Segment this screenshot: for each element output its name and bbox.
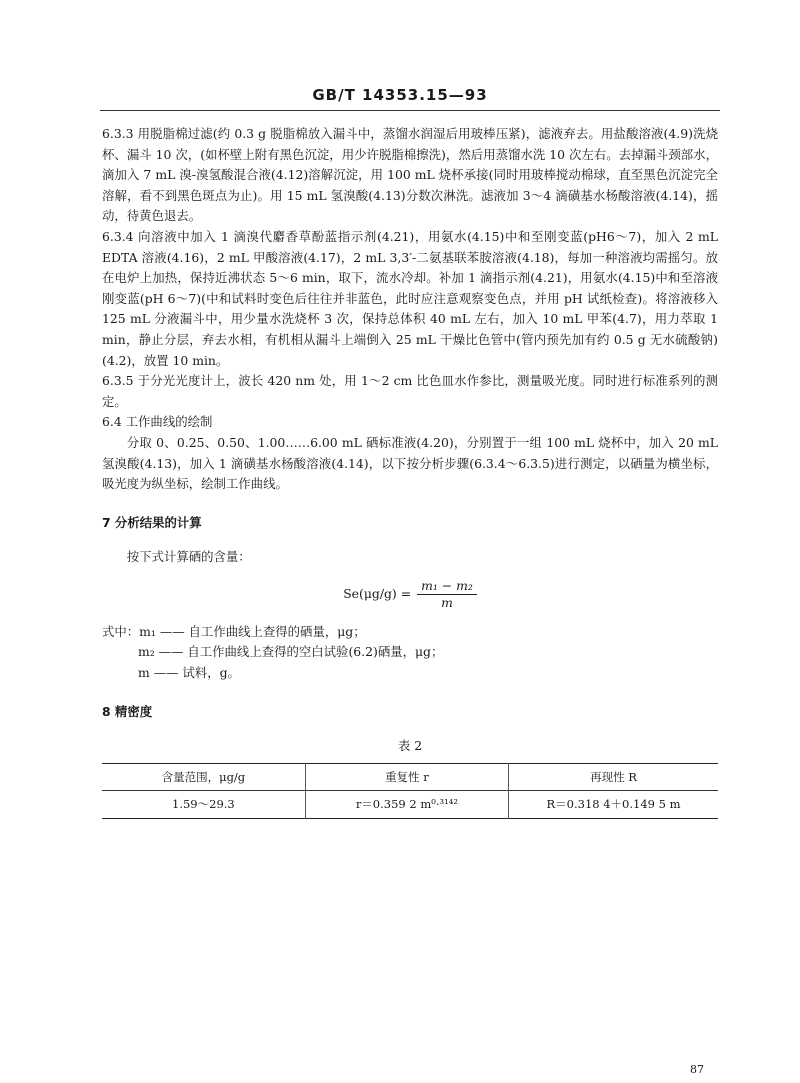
clause-6-3-5: 6.3.5 于分光光度计上，波长 420 nm 处，用 1～2 cm 比色皿水作参比，测量吸光度。同时进行标准系列的测定。 xyxy=(102,373,718,409)
clause-6-4-body: 分取 0、0.25、0.50、1.00……6.00 mL 硒标准液(4.20)，分别置于一组 100 mL 烧杯中，加入 20 mL 氢溴酸(4.13)，加入 1 滴磺基水杨酸溶液(4.14)，以下按分析步骤(6.3.4～6.3.5)进行测定，以硒量为横坐标，吸光度为纵坐标，绘制工作曲线。 xyxy=(102,434,718,492)
table-caption: 表 2 xyxy=(397,738,423,754)
header-reproducibility: 再现性 R xyxy=(509,763,718,791)
clause-6-3-3: 6.3.3 用脱脂棉过滤(约 0.3 g 脱脂棉放入漏斗中，蒸馏水润湿后用玻棒压紧)，滤液弃去。用盐酸溶液(4.9)洗烧杯、漏斗 10 次，(如杯壁上附有黑色沉淀，用少许脱脂棉擦洗)，然后用蒸馏水洗 10 次左右。去掉漏斗颈部水，滴加入 7 mL 溴-溴氢酸混合液(4.12)溶解沉淀，用 100 mL 烧杯承接(同时用玻棒搅动棉球，直至黑色沉淀完全溶解，看不到黑色斑点为止)。用 15 mL 氢溴酸(4.13)分数次淋洗。滤液加 3～4 滴磺基水杨酸溶液(4.14)，摇动，待黄色退去。 xyxy=(102,126,718,224)
clause-6-4-heading: 6.4 工作曲线的绘制 xyxy=(102,414,213,430)
formula-fraction xyxy=(417,578,477,611)
formula-lhs: Se(μg/g) = xyxy=(343,586,412,602)
table-row xyxy=(102,791,718,819)
table-header-row xyxy=(102,763,718,791)
formula-numerator: m₁ − m₂ xyxy=(417,578,477,595)
section-8-heading: 8 精密度 xyxy=(102,703,153,719)
cell-reproducibility: R＝0.318 4＋0.149 5 m xyxy=(509,791,718,819)
header-repeatability: 重复性 r xyxy=(305,763,508,791)
where-m1: 式中：m₁ —— 自工作曲线上查得的硒量，μg； xyxy=(102,623,366,639)
clause-6-3-4: 6.3.4 向溶液中加入 1 滴溴代麝香草酚蓝指示剂(4.21)，用氨水(4.15)中和至刚变蓝(pH6～7)，加入 2 mL EDTA 溶液(4.16)，2 mL 甲酸溶液(4.17)，2 mL 3,3′-二氨基联苯胺溶液(4.18)，每加一种溶液均需摇匀。放在电炉上加热，保持近沸状态 5～6 min，取下，流水冷却。补加 1 滴指示剂(4.21)，用氨水(4.15)中和至溶液刚变蓝(pH 6～7)(中和试料时变色后往往并非蓝色，此时应注意观察变色点，并用 pH 试纸检查)。将溶液移入 125 mL 分液漏斗中，用少量水洗烧杯 3 次，保持总体积 40 mL 左右，加入 10 mL 甲苯(4.7)，用力萃取 1 min，静止分层，弃去水相，有机相从漏斗上端倒入 25 mL 干燥比色管中(管内预先加有约 0.5 g 无水硫酸钠)(4.2)，放置 10 min。 xyxy=(102,228,718,368)
header-content-range: 含量范围，μg/g xyxy=(161,769,246,784)
page-number: 87 xyxy=(690,1063,704,1076)
header-divider xyxy=(100,110,720,111)
page-content xyxy=(102,124,718,819)
section-7-intro: 按下式计算硒的含量： xyxy=(126,549,251,565)
section-7-heading: 7 分析结果的计算 xyxy=(102,514,202,530)
cell-repeatability: r＝0.359 2 m⁰·³¹⁴² xyxy=(305,791,508,819)
precision-table xyxy=(102,763,718,819)
formula-denominator: m xyxy=(441,594,453,610)
standard-header: GB/T 14353.15—93 xyxy=(312,86,488,104)
cell-content-range: 1.59～29.3 xyxy=(172,797,235,812)
where-m2: m₂ —— 自工作曲线上查得的空白试验(6.2)硒量，μg； xyxy=(138,644,444,660)
selenium-formula xyxy=(102,578,718,612)
where-m: m —— 试料，g。 xyxy=(138,665,240,681)
